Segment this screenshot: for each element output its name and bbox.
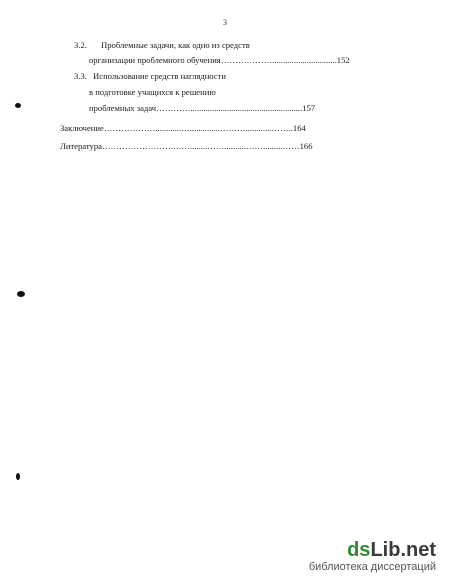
toc-entry-3-2-line-2[interactable] xyxy=(89,55,350,66)
toc-entry-3-3-line-3[interactable] xyxy=(89,103,315,114)
toc-entry-title: Использование средств наглядности xyxy=(93,71,226,81)
toc-entry-title-continued: в подготовке учащихся к решению xyxy=(89,87,216,97)
page-number: 3 xyxy=(223,18,227,27)
toc-entry-conclusion[interactable] xyxy=(60,123,306,134)
toc-entry-title: Заключение xyxy=(60,123,104,133)
scan-speck xyxy=(17,291,25,297)
toc-entry-3-3-line-2 xyxy=(89,87,216,98)
toc-page-number: 152 xyxy=(336,55,350,65)
toc-leader-dots: …………………….……........……..........…….........…… xyxy=(101,141,300,151)
toc-page-number: 166 xyxy=(299,141,313,151)
toc-entry-number: 3.3. xyxy=(74,71,87,81)
watermark-logo: dsLib.net xyxy=(347,539,436,561)
toc-page-number: 164 xyxy=(292,123,306,133)
toc-entry-title: Проблемные задачи, как одно из средств xyxy=(101,40,250,50)
scan-speck xyxy=(15,103,21,108)
toc-leader-dots: ………….................................................... xyxy=(156,103,303,113)
toc-entry-references[interactable] xyxy=(60,141,312,152)
toc-page-number: 157 xyxy=(302,103,316,113)
toc-entry-title-continued: организации проблемного обучения xyxy=(89,55,221,65)
toc-entry-3-3-line-1 xyxy=(74,71,226,82)
site-watermark xyxy=(309,539,436,574)
toc-leader-dots: ……………….............................. xyxy=(220,55,337,65)
scan-speck xyxy=(16,473,20,480)
toc-entry-title-continued: проблемных задач xyxy=(89,103,157,113)
toc-leader-dots: ………………............…..............………............…….. xyxy=(103,123,293,133)
toc-entry-number: 3.2. xyxy=(74,40,87,50)
toc-entry-title: Литература xyxy=(60,141,102,151)
toc-entry-3-2-line-1 xyxy=(74,40,250,51)
watermark-subtitle: библиотека диссертаций xyxy=(308,561,436,573)
